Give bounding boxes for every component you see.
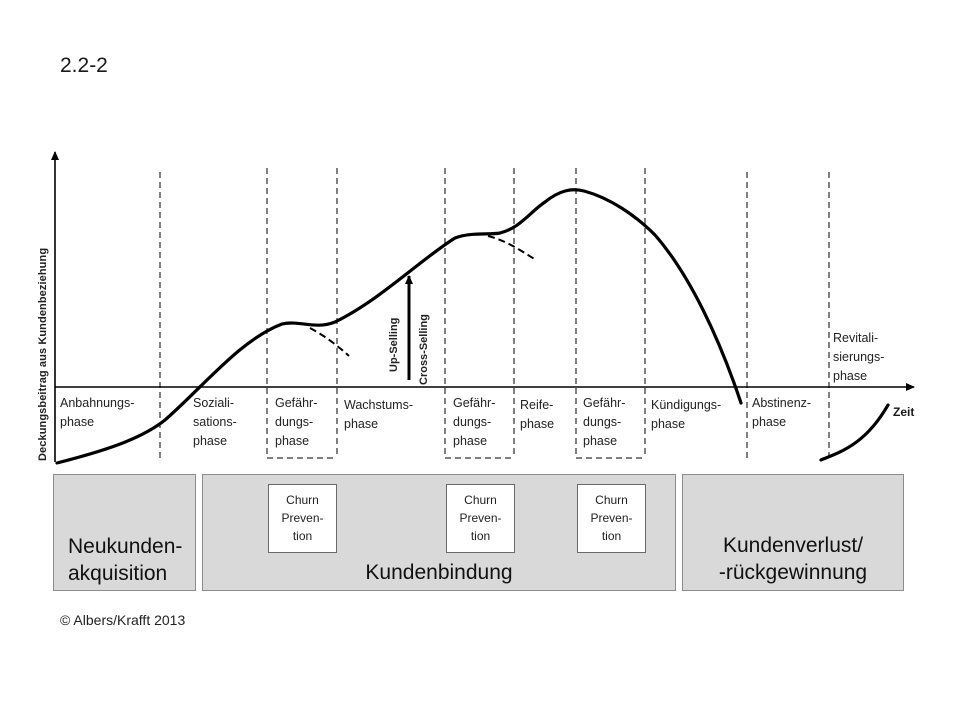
up-selling-label: Up-Selling [388, 317, 400, 372]
phase-label-kuendigung: Kündigungs- phase [651, 398, 722, 431]
copyright-notice: © Albers/Krafft 2013 [60, 612, 186, 628]
x-axis-label: Zeit [893, 405, 915, 419]
churn-branch-1 [310, 328, 349, 356]
phase-label-revitalisierung: Revitali- sierungs- phase [833, 331, 885, 383]
phase-label-reife: Reife- phase [520, 398, 555, 431]
y-axis-label: Deckungsbeitrag aus Kundenbeziehung [37, 247, 49, 461]
acquisition-box [53, 474, 196, 591]
churn-branch-2 [488, 236, 536, 260]
phase-label-gefaehrdung-2: Gefähr- dungs- phase [453, 396, 496, 448]
phase-label-abstinenz: Abstinenz- phase [752, 396, 812, 429]
phase-label-sozialisation: Soziali- sations- phase [193, 396, 237, 448]
churn-prevention-box-3: Churn Preven- tion [577, 484, 646, 553]
churn-prevention-box-1: Churn Preven- tion [268, 484, 337, 553]
phase-label-anbahnung: Anbahnungs- phase [60, 396, 135, 429]
phase-label-gefaehrdung-1: Gefähr- dungs- phase [275, 396, 318, 448]
cross-selling-label: Cross-Selling [418, 314, 430, 385]
loss-box [682, 474, 904, 591]
revitalization-curve [821, 405, 888, 460]
acquisition-title: Neukunden- akquisition [68, 535, 183, 585]
phase-label-wachstum: Wachstums- phase [344, 398, 413, 431]
phase-label-gefaehrdung-3: Gefähr- dungs- phase [583, 396, 626, 448]
retention-title: Kundenbindung [365, 561, 513, 584]
loss-title: Kundenverlust/ -rückgewinnung [718, 534, 868, 584]
figure-number: 2.2-2 [60, 54, 108, 77]
churn-prevention-box-2: Churn Preven- tion [446, 484, 515, 553]
